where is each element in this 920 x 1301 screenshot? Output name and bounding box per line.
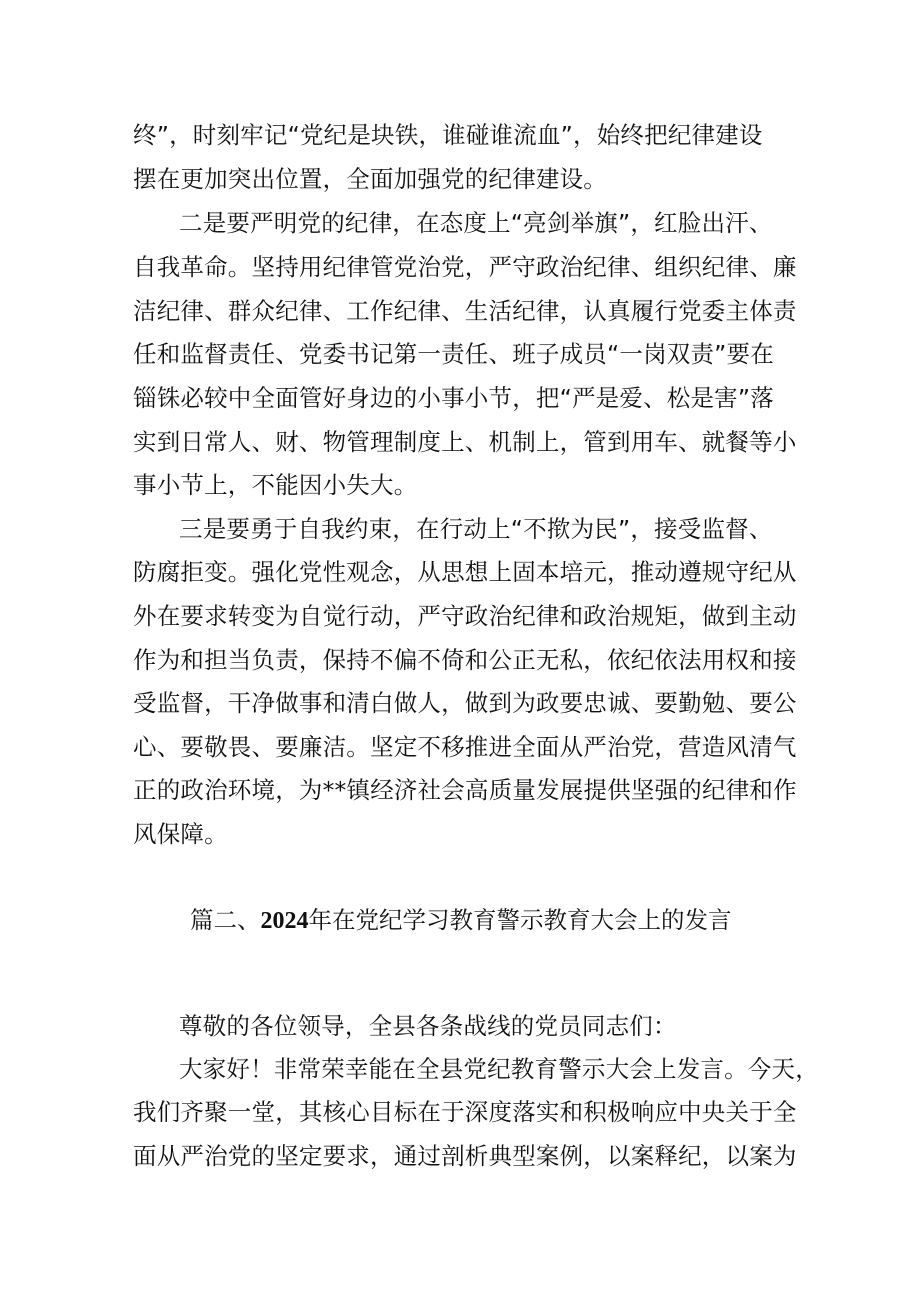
paragraph-line: 自我革命。坚持用纪律管党治党，严守政治纪律、组织纪律、廉: [133, 253, 797, 281]
paragraph-line: 实到日常人、财、物管理制度上、机制上，管到用车、就餐等小: [133, 428, 797, 456]
paragraph-line: 大家好！非常荣幸能在全县党纪教育警示大会上发言。今天，: [179, 1055, 819, 1083]
paragraph-line: 受监督，干净做事和清白做人，做到为政要忠诚、要勤勉、要公: [133, 689, 797, 717]
heading-suffix: 年在党纪学习教育警示教育大会上的发言: [308, 906, 732, 934]
heading-prefix: 篇二、: [190, 906, 261, 934]
paragraph-line: 尊敬的各位领导，全县各条战线的党员同志们：: [179, 1012, 677, 1040]
paragraph-line: 我们齐聚一堂，其核心目标在于深度落实和积极响应中央关于全: [133, 1098, 797, 1126]
paragraph-line: 锱铢必较中全面管好身边的小事小节，把“严是爱、松是害”落: [133, 384, 774, 412]
paragraph-line: 防腐拒变。强化党性观念，从思想上固本培元，推动遵规守纪从: [133, 558, 797, 586]
paragraph-line: 作为和担当负责，保持不偏不倚和公正无私，依纪依法用权和接: [133, 646, 797, 674]
paragraph-line: 心、要敬畏、要廉洁。坚定不移推进全面从严治党，营造风清气: [133, 733, 797, 761]
paragraph-line: 摆在更加突出位置，全面加强党的纪律建设。: [133, 165, 607, 193]
heading-year: 2024: [260, 908, 309, 934]
section-heading: [190, 905, 732, 936]
paragraph-line: 风保障。: [133, 820, 228, 848]
paragraph-line: 任和监督责任、党委书记第一责任、班子成员“一岗双责”要在: [133, 340, 774, 368]
paragraph-line: 终”，时刻牢记“党纪是块铁，谁碰谁流血”，始终把纪律建设: [133, 121, 763, 149]
paragraph-line: 外在要求转变为自觉行动，严守政治纪律和政治规矩，做到主动: [133, 602, 797, 630]
paragraph-line: 面从严治党的坚定要求，通过剖析典型案例，以案释纪，以案为: [133, 1142, 797, 1170]
paragraph-line: 事小节上，不能因小失大。: [133, 471, 418, 499]
paragraph-line: 正的政治环境，为**镇经济社会高质量发展提供坚强的纪律和作: [133, 776, 797, 804]
paragraph-line: 洁纪律、群众纪律、工作纪律、生活纪律，认真履行党委主体责: [133, 297, 797, 325]
paragraph-line: 二是要严明党的纪律，在态度上“亮剑举旗”，红脸出汗、: [179, 209, 773, 237]
paragraph-line: 三是要勇于自我约束，在行动上“不揿为民”，接受监督、: [179, 515, 773, 543]
